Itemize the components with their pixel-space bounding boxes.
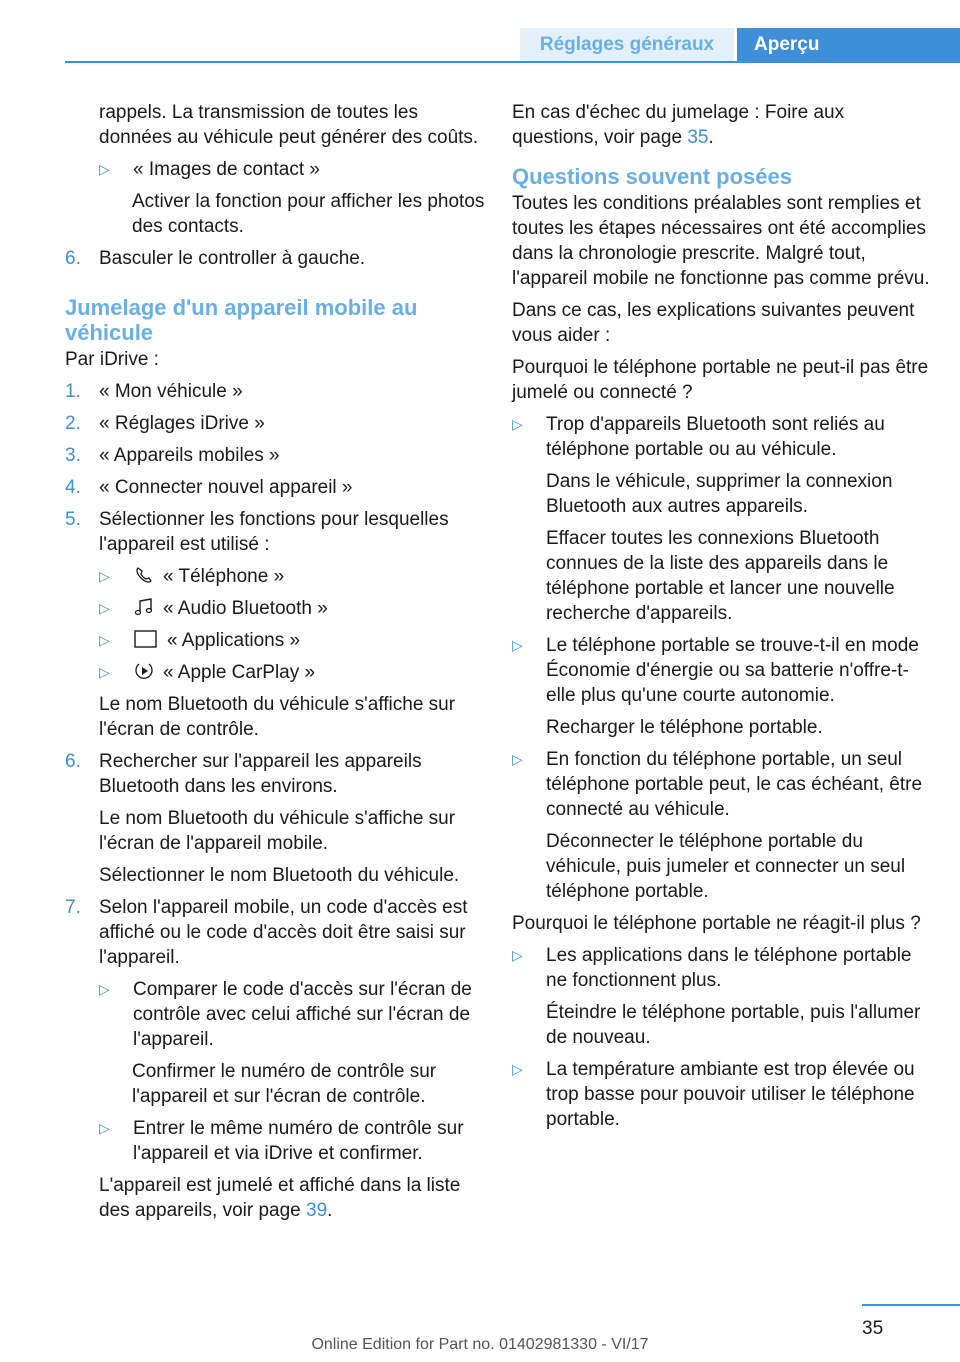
carplay-icon	[133, 661, 155, 681]
bullet-item	[512, 633, 932, 708]
bullet-detail: Activer la fonction pour afficher les photos des contacts.	[132, 191, 485, 237]
item-text: « Appareils mobiles »	[99, 445, 280, 466]
page-link[interactable]: 35	[687, 127, 709, 148]
numbered-item	[65, 507, 485, 557]
option-label: « Audio Bluetooth »	[163, 598, 328, 619]
music-note-icon	[133, 597, 155, 617]
bullet-triangle-icon: ▷	[512, 637, 523, 653]
section-heading: Jumelage d'un appareil mobile au véhicule	[65, 295, 418, 345]
item-text: Basculer le controller à gauche.	[99, 248, 366, 269]
step-conclusion: L'appareil est jumelé et affiché dans la liste des appareils, voir page 39.	[99, 1175, 461, 1221]
bullet-triangle-icon: ▷	[512, 751, 523, 767]
bullet-text: En fonction du téléphone portable, un seul téléphone portable peut, le cas échéant, être connecté au véhicule.	[546, 749, 923, 820]
numbered-item	[65, 895, 485, 970]
item-text: Sélectionner les fonctions pour lesquelles l'appareil est utilisé :	[99, 509, 449, 555]
bullet-triangle-icon: ▷	[512, 1061, 523, 1077]
bullet-detail: Confirmer le numéro de contrôle sur l'appareil et sur l'écran de contrôle.	[132, 1061, 437, 1107]
bullet-triangle-icon: ▷	[99, 161, 110, 177]
bullet-triangle-icon: ▷	[512, 947, 523, 963]
item-number: 6.	[65, 751, 81, 772]
bullet-item	[99, 157, 485, 182]
bullet-item	[99, 1116, 485, 1166]
option-label: « Apple CarPlay »	[163, 662, 316, 683]
intro-text: Par iDrive :	[65, 349, 159, 370]
question: Pourquoi le téléphone portable ne peut-il pas être jumelé ou connecté ?	[512, 357, 929, 403]
edition-footer: Online Edition for Part no. 01402981330 - VI/17	[311, 1336, 649, 1353]
phone-icon	[133, 565, 155, 585]
bullet-triangle-icon: ▷	[99, 632, 110, 648]
bullet-text: La température ambiante est trop élevée ou trop basse pour pouvoir utiliser le téléphone portable.	[546, 1059, 915, 1130]
bullet-item	[512, 747, 932, 822]
paragraph: Toutes les conditions préalables sont remplies et toutes les étapes nécessaires ont été accomplies dans la chronologie prescrite. Malgré tout, l'appareil mobile ne fonctionne pas comme prévu.	[512, 193, 930, 289]
bullet-triangle-icon: ▷	[512, 416, 523, 432]
bullet-detail: Déconnecter le téléphone portable du véhicule, puis jumeler et connecter un seul téléphone portable.	[546, 831, 906, 902]
bullet-detail: Dans le véhicule, supprimer la connexion Bluetooth aux autres appareils.	[546, 471, 893, 517]
step-detail: Le nom Bluetooth du véhicule s'affiche sur l'écran de contrôle.	[99, 694, 456, 740]
left-column	[65, 100, 485, 1230]
function-option-applications	[99, 628, 485, 653]
bullet-text: Le téléphone portable se trouve-t-il en mode Économie d'énergie ou sa batterie n'offre-t-elle plus qu'une courte autonomie.	[546, 635, 919, 706]
numbered-item	[65, 475, 485, 500]
bullet-triangle-icon: ▷	[99, 1120, 110, 1136]
bullet-text: Trop d'appareils Bluetooth sont reliés au téléphone portable ou au véhicule.	[546, 414, 885, 460]
bullet-item	[512, 412, 932, 462]
step-detail: Sélectionner le nom Bluetooth du véhicule.	[99, 865, 460, 886]
section-heading: Questions souvent posées	[512, 164, 792, 189]
bullet-item	[512, 943, 932, 993]
page-link[interactable]: 39	[306, 1200, 328, 1221]
function-option-audio	[99, 596, 485, 621]
numbered-item	[65, 379, 485, 404]
step-detail: Le nom Bluetooth du véhicule s'affiche sur l'écran de l'appareil mobile.	[99, 808, 456, 854]
option-label: « Applications »	[167, 630, 301, 651]
applications-icon	[133, 629, 159, 649]
numbered-item	[65, 246, 485, 271]
paragraph: Dans ce cas, les explications suivantes peuvent vous aider :	[512, 300, 915, 346]
pairing-failure-note: En cas d'échec du jumelage : Foire aux questions, voir page 35.	[512, 102, 845, 148]
bullet-triangle-icon: ▷	[99, 981, 110, 997]
header-rule	[65, 61, 960, 63]
right-column	[512, 100, 932, 1139]
item-text: Selon l'appareil mobile, un code d'accès est affiché ou le code d'accès doit être saisi sur l'appareil.	[99, 897, 468, 968]
item-number: 3.	[65, 445, 81, 466]
item-text: Rechercher sur l'appareil les appareils Bluetooth dans les environs.	[99, 751, 422, 797]
bullet-text: Les applications dans le téléphone portable ne fonctionnent plus.	[546, 945, 912, 991]
numbered-item	[65, 443, 485, 468]
bullet-triangle-icon: ▷	[99, 600, 110, 616]
item-text: « Réglages iDrive »	[99, 413, 265, 434]
item-number: 5.	[65, 509, 81, 530]
numbered-item	[65, 749, 485, 799]
question: Pourquoi le téléphone portable ne réagit-il plus ?	[512, 913, 921, 934]
paragraph-continued: rappels. La transmission de toutes les données au véhicule peut générer des coûts.	[99, 102, 479, 148]
breadcrumb: Réglages généraux	[520, 28, 734, 62]
bullet-text: Entrer le même numéro de contrôle sur l'appareil et via iDrive et confirmer.	[133, 1118, 464, 1164]
function-option-phone	[99, 564, 485, 589]
item-number: 2.	[65, 413, 81, 434]
bullet-detail: Effacer toutes les connexions Bluetooth connues de la liste des appareils dans le téléphone portable et lancer une nouvelle recherche d'appareils.	[546, 528, 895, 624]
bullet-text: Comparer le code d'accès sur l'écran de contrôle avec celui affiché sur l'écran de l'appareil.	[133, 979, 472, 1050]
bullet-text: « Images de contact »	[133, 159, 320, 180]
item-number: 4.	[65, 477, 81, 498]
item-number: 6.	[65, 248, 81, 269]
bullet-item	[512, 1057, 932, 1132]
numbered-item	[65, 411, 485, 436]
page-number: 35	[862, 1318, 884, 1339]
bullet-triangle-icon: ▷	[99, 568, 110, 584]
bullet-detail: Recharger le téléphone portable.	[546, 717, 823, 738]
bullet-triangle-icon: ▷	[99, 664, 110, 680]
item-number: 7.	[65, 897, 81, 918]
option-label: « Téléphone »	[163, 566, 285, 587]
function-option-carplay	[99, 660, 485, 685]
item-number: 1.	[65, 381, 81, 402]
item-text: « Mon véhicule »	[99, 381, 243, 402]
section-tab: Aperçu	[737, 28, 960, 62]
footer-rule	[862, 1304, 960, 1306]
bullet-item	[99, 977, 485, 1052]
item-text: « Connecter nouvel appareil »	[99, 477, 353, 498]
bullet-detail: Éteindre le téléphone portable, puis l'allumer de nouveau.	[546, 1002, 921, 1048]
